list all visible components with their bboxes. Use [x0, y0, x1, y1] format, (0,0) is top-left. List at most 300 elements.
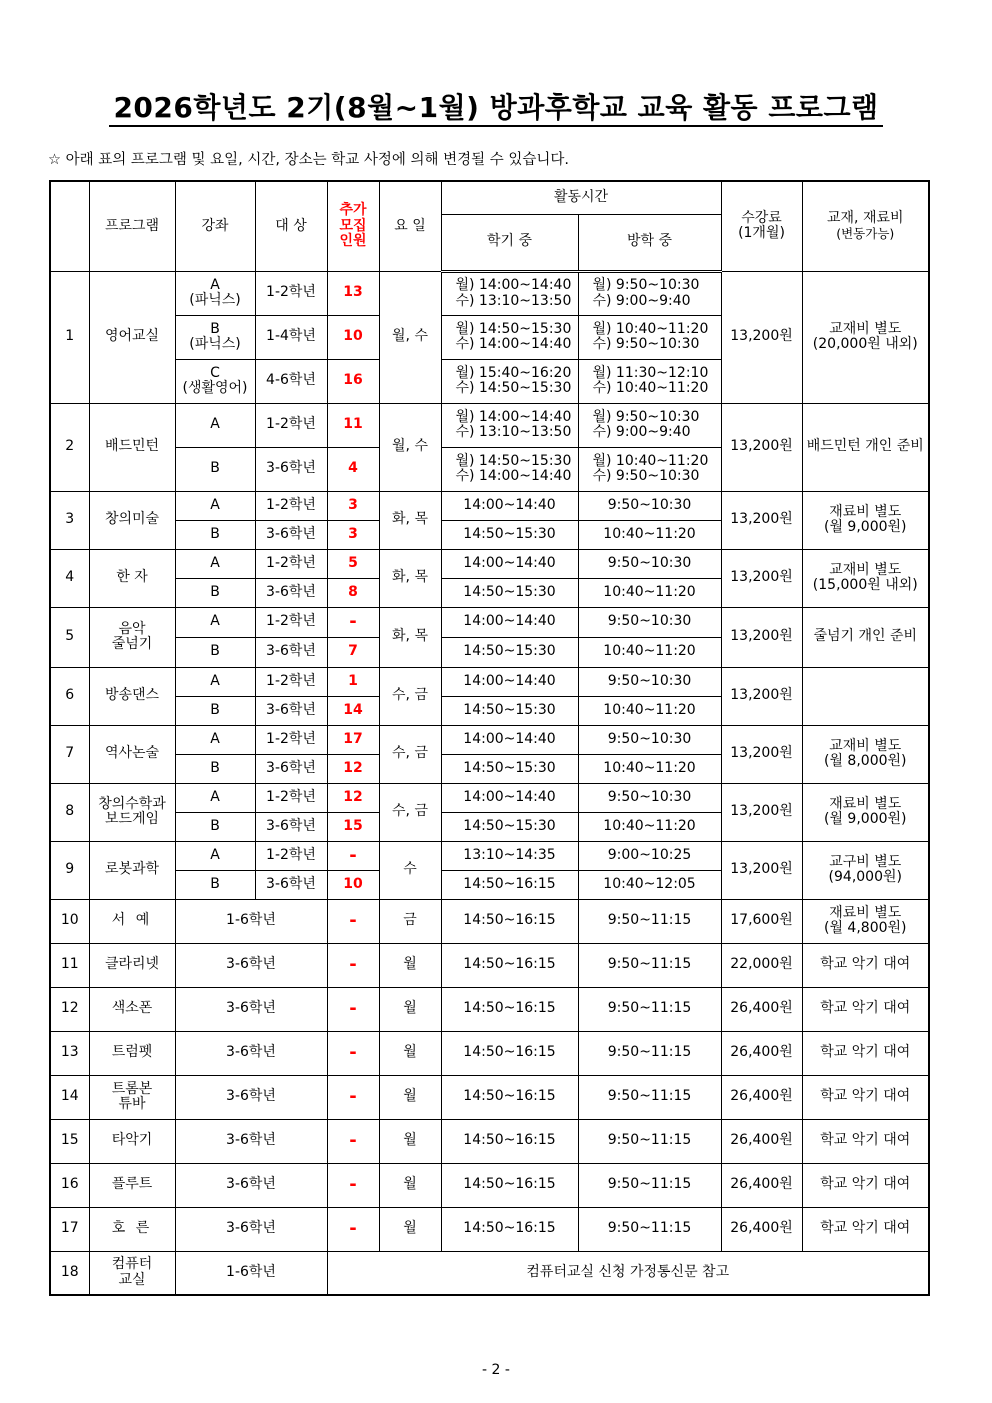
class-day: 수 — [379, 841, 441, 899]
recruit-count: 16 — [327, 359, 379, 403]
program-name — [89, 943, 175, 987]
material-cost — [802, 943, 929, 987]
tuition-fee: 26,400원 — [721, 1163, 802, 1207]
row-number: 2 — [50, 403, 89, 491]
target-grade: 3-6학년 — [175, 943, 327, 987]
notice-text: ☆ 아래 표의 프로그램 및 요일, 시간, 장소는 학교 사정에 의해 변경될 수 있습니다. — [48, 152, 569, 168]
table-row — [50, 899, 929, 943]
course-cell — [175, 447, 255, 491]
material-line: 재료비 별도 — [829, 795, 902, 812]
program-name-line: 창의수학과 — [98, 795, 166, 812]
target-grade: 3-6학년 — [175, 1031, 327, 1075]
course-line: B — [210, 320, 220, 337]
recruit-count: 14 — [327, 696, 379, 725]
time-line: 14:00~14:40 — [463, 554, 556, 571]
row-number: 12 — [50, 987, 89, 1031]
program-name-line: 플루트 — [111, 1176, 153, 1193]
row-number: 1 — [50, 271, 89, 403]
vacation-time — [578, 578, 721, 607]
time-line: 9:50~10:30 — [607, 730, 692, 747]
target-grade: 3-6학년 — [255, 812, 327, 841]
program-name — [89, 783, 175, 841]
time-line: 수) 14:50~15:30 — [455, 380, 572, 396]
material-line: 학교 악기 대여 — [820, 956, 911, 973]
program-name-line: 줄넘기 — [111, 636, 153, 652]
header-row-1 — [50, 181, 929, 214]
time-line: 14:50~15:30 — [463, 525, 556, 542]
target-grade: 1-2학년 — [255, 403, 327, 447]
semester-time — [441, 607, 578, 637]
tuition-fee: 26,400원 — [721, 1031, 802, 1075]
program-table-body — [50, 181, 929, 1295]
target-grade: 1-2학년 — [255, 783, 327, 812]
program-name — [89, 549, 175, 607]
recruit-count: 8 — [327, 578, 379, 607]
target-grade: 3-6학년 — [255, 754, 327, 783]
table-row — [50, 841, 929, 870]
header-material — [802, 181, 929, 271]
tuition-fee: 13,200원 — [721, 725, 802, 783]
time-line: 10:40~11:20 — [603, 759, 696, 776]
time-line: 14:00~14:40 — [463, 496, 556, 513]
header-material-line: (변동가능) — [836, 226, 895, 242]
semester-time — [441, 841, 578, 870]
class-day: 월, 수 — [379, 403, 441, 491]
program-name — [89, 491, 175, 549]
recruit-count: 4 — [327, 447, 379, 491]
recruit-count: 12 — [327, 783, 379, 812]
tuition-fee: 13,200원 — [721, 271, 802, 403]
header-material-line: 교재, 재료비 — [827, 210, 904, 227]
table-row — [50, 491, 929, 520]
course-cell — [175, 607, 255, 637]
vacation-time — [578, 315, 721, 359]
target-grade: 1-2학년 — [255, 549, 327, 578]
time-line: 월) 15:40~16:20 — [455, 364, 572, 381]
time-line: 10:40~11:20 — [603, 525, 696, 542]
vacation-time — [578, 754, 721, 783]
course-line: B — [210, 701, 220, 718]
time-line: 14:00~14:40 — [463, 613, 556, 630]
semester-time — [441, 447, 578, 491]
time-line: 10:40~11:20 — [603, 701, 696, 718]
time-line: 9:50~10:30 — [607, 672, 692, 689]
recruit-count: - — [327, 1075, 379, 1119]
program-name — [89, 1119, 175, 1163]
header-vacation: 방학 중 — [578, 214, 721, 271]
time-line: 14:50~15:30 — [463, 759, 556, 776]
row-number: 15 — [50, 1119, 89, 1163]
recruit-count: 5 — [327, 549, 379, 578]
time-line: 월) 14:50~15:30 — [455, 320, 572, 337]
tuition-fee: 26,400원 — [721, 1207, 802, 1251]
recruit-count: 7 — [327, 637, 379, 667]
course-line: (파닉스) — [189, 336, 241, 352]
program-name-line: 음악 — [118, 620, 146, 637]
table-row — [50, 1031, 929, 1075]
material-line: 재료비 별도 — [829, 503, 902, 520]
recruit-count: - — [327, 899, 379, 943]
time-line: 14:50~15:30 — [463, 701, 556, 718]
course-line: A — [210, 672, 220, 689]
vacation-time — [578, 271, 721, 315]
recruit-count: 3 — [327, 520, 379, 549]
semester-time — [441, 578, 578, 607]
vacation-time — [578, 359, 721, 403]
target-grade: 1-2학년 — [255, 667, 327, 696]
target-grade: 1-2학년 — [255, 841, 327, 870]
row-number: 14 — [50, 1075, 89, 1119]
program-name-line: 로봇과학 — [104, 861, 160, 878]
course-line: A — [210, 788, 220, 805]
vacation-time: 9:50~11:15 — [578, 1075, 721, 1119]
course-cell — [175, 812, 255, 841]
vacation-time — [578, 841, 721, 870]
time-line: 14:00~14:40 — [463, 788, 556, 805]
target-grade: 1-4학년 — [255, 315, 327, 359]
header-fee-line: 수강료 — [741, 209, 782, 226]
material-cost — [802, 403, 929, 491]
material-line: 교구비 별도 — [829, 853, 902, 870]
course-line: C — [210, 364, 220, 381]
material-cost — [802, 607, 929, 667]
time-line: 14:00~14:40 — [463, 730, 556, 747]
material-line: (월 9,000원) — [824, 811, 907, 827]
header-course: 강좌 — [175, 181, 255, 271]
table-row — [50, 783, 929, 812]
class-day: 수, 금 — [379, 783, 441, 841]
row-number: 9 — [50, 841, 89, 899]
material-cost — [802, 987, 929, 1031]
material-cost — [802, 841, 929, 899]
target-grade: 3-6학년 — [175, 1075, 327, 1119]
recruit-count: - — [327, 1163, 379, 1207]
material-cost — [802, 667, 929, 725]
course-cell — [175, 359, 255, 403]
header-fee-line: (1개월) — [738, 225, 785, 242]
recruit-count: 12 — [327, 754, 379, 783]
program-name — [89, 1207, 175, 1251]
course-line: (파닉스) — [189, 292, 241, 308]
course-line: A — [210, 730, 220, 747]
program-name — [89, 607, 175, 667]
course-line: A — [210, 846, 220, 863]
course-line: B — [210, 583, 220, 600]
material-line: (월 9,000원) — [824, 519, 907, 535]
time-line: 월) 9:50~10:30 — [592, 408, 700, 425]
tuition-fee: 13,200원 — [721, 549, 802, 607]
time-line: 13:10~14:35 — [463, 846, 556, 863]
class-day: 월 — [379, 1163, 441, 1207]
material-cost — [802, 1119, 929, 1163]
program-name — [89, 403, 175, 491]
target-grade: 3-6학년 — [175, 987, 327, 1031]
course-line: B — [210, 875, 220, 892]
table-row — [50, 549, 929, 578]
tuition-fee: 26,400원 — [721, 1075, 802, 1119]
program-name — [89, 1251, 175, 1295]
page-title: 2026학년도 2기(8월~1월) 방과후학교 교육 활동 프로그램 — [0, 86, 992, 126]
header-day: 요 일 — [379, 181, 441, 271]
target-grade: 3-6학년 — [175, 1207, 327, 1251]
material-line: 교재비 별도 — [829, 561, 902, 578]
material-cost — [802, 783, 929, 841]
header-recruit-line: 인원 — [339, 232, 367, 249]
row-number: 3 — [50, 491, 89, 549]
material-line: 학교 악기 대여 — [820, 1044, 911, 1061]
program-name-line: 컴퓨터 — [111, 1256, 153, 1273]
time-line: 9:50~10:30 — [607, 496, 692, 513]
class-day: 금 — [379, 899, 441, 943]
header-no-cell — [50, 181, 89, 271]
time-line: 14:50~15:30 — [463, 583, 556, 600]
recruit-count: 10 — [327, 870, 379, 899]
vacation-time: 9:50~11:15 — [578, 943, 721, 987]
recruit-count: 15 — [327, 812, 379, 841]
table-row — [50, 1119, 929, 1163]
semester-time — [441, 271, 578, 315]
vacation-time: 9:50~11:15 — [578, 1031, 721, 1075]
time-line: 월) 14:00~14:40 — [455, 277, 572, 294]
material-line: 학교 악기 대여 — [820, 1132, 911, 1149]
header-target: 대 상 — [255, 181, 327, 271]
vacation-time — [578, 637, 721, 667]
program-name — [89, 667, 175, 725]
program-name — [89, 841, 175, 899]
header-program: 프로그램 — [89, 181, 175, 271]
semester-time — [441, 783, 578, 812]
material-line: 교재비 별도 — [829, 737, 902, 754]
program-name-line: 튜바 — [118, 1096, 146, 1112]
course-cell — [175, 578, 255, 607]
semester-time — [441, 491, 578, 520]
recruit-count: 11 — [327, 403, 379, 447]
program-name-line: 역사논술 — [104, 745, 160, 762]
program-name-line: 트럼펫 — [111, 1044, 153, 1061]
time-line: 수) 9:00~9:40 — [592, 424, 691, 440]
course-cell — [175, 403, 255, 447]
material-line: 학교 악기 대여 — [820, 1088, 911, 1105]
target-grade: 1-2학년 — [255, 725, 327, 754]
material-cost — [802, 1207, 929, 1251]
semester-time: 14:50~16:15 — [441, 987, 578, 1031]
target-grade: 3-6학년 — [255, 696, 327, 725]
recruit-count: 10 — [327, 315, 379, 359]
semester-time — [441, 359, 578, 403]
semester-time — [441, 812, 578, 841]
tuition-fee: 17,600원 — [721, 899, 802, 943]
vacation-time — [578, 520, 721, 549]
header-fee — [721, 181, 802, 271]
semester-time — [441, 403, 578, 447]
semester-time: 14:50~16:15 — [441, 1163, 578, 1207]
material-line: (94,000원) — [828, 869, 902, 885]
program-name-line: 트롬본 — [111, 1080, 153, 1097]
program-name-line: 색소폰 — [111, 1000, 153, 1017]
recruit-count: - — [327, 1207, 379, 1251]
course-line: A — [210, 416, 220, 433]
target-grade: 4-6학년 — [255, 359, 327, 403]
material-cost — [802, 725, 929, 783]
class-day: 월 — [379, 1119, 441, 1163]
course-cell — [175, 783, 255, 812]
recruit-count: - — [327, 1031, 379, 1075]
semester-time: 14:50~16:15 — [441, 1119, 578, 1163]
table-row — [50, 943, 929, 987]
row-number: 4 — [50, 549, 89, 607]
recruit-count: - — [327, 943, 379, 987]
recruit-count: 3 — [327, 491, 379, 520]
program-name-line: 배드민턴 — [104, 438, 160, 455]
vacation-time — [578, 447, 721, 491]
material-cost — [802, 1031, 929, 1075]
header-semester: 학기 중 — [441, 214, 578, 271]
table-row — [50, 667, 929, 696]
time-line: 월) 14:00~14:40 — [455, 408, 572, 425]
time-line: 수) 9:50~10:30 — [592, 468, 700, 484]
time-line: 수) 9:00~9:40 — [592, 292, 691, 309]
vacation-time — [578, 725, 721, 754]
tuition-fee: 13,200원 — [721, 403, 802, 491]
material-cost — [802, 491, 929, 549]
vacation-time — [578, 403, 721, 447]
class-day: 수, 금 — [379, 667, 441, 725]
target-grade: 3-6학년 — [175, 1119, 327, 1163]
class-day: 월 — [379, 943, 441, 987]
course-line: (생활영어) — [182, 380, 248, 396]
recruit-count: 1 — [327, 667, 379, 696]
header-activity-time: 활동시간 — [441, 181, 721, 214]
course-cell — [175, 315, 255, 359]
target-grade: 3-6학년 — [255, 447, 327, 491]
time-line: 9:50~10:30 — [607, 554, 692, 571]
material-line: 학교 악기 대여 — [820, 1000, 911, 1017]
class-day: 월 — [379, 987, 441, 1031]
program-name — [89, 1031, 175, 1075]
program-name-line: 호 른 — [111, 1220, 153, 1237]
row-number: 11 — [50, 943, 89, 987]
row-number: 8 — [50, 783, 89, 841]
vacation-time — [578, 783, 721, 812]
course-cell — [175, 725, 255, 754]
vacation-time — [578, 696, 721, 725]
page-number: - 2 - — [482, 1362, 510, 1378]
material-line: (월 4,800원) — [824, 920, 907, 936]
course-line: B — [210, 817, 220, 834]
semester-time: 14:50~16:15 — [441, 943, 578, 987]
vacation-time: 9:50~11:15 — [578, 987, 721, 1031]
table-row — [50, 725, 929, 754]
vacation-time — [578, 549, 721, 578]
semester-time — [441, 315, 578, 359]
course-line: B — [210, 525, 220, 542]
class-day: 월, 수 — [379, 271, 441, 403]
time-line: 14:00~14:40 — [463, 672, 556, 689]
time-line: 14:50~16:15 — [463, 875, 556, 892]
table-row — [50, 271, 929, 315]
program-name-line: 클라리넷 — [104, 956, 160, 973]
tuition-fee: 26,400원 — [721, 1119, 802, 1163]
course-cell — [175, 754, 255, 783]
target-grade: 3-6학년 — [255, 637, 327, 667]
semester-time: 14:50~16:15 — [441, 1075, 578, 1119]
vacation-time: 9:50~11:15 — [578, 899, 721, 943]
program-name — [89, 1075, 175, 1119]
tuition-fee: 13,200원 — [721, 783, 802, 841]
course-line: A — [210, 613, 220, 630]
table-row — [50, 1163, 929, 1207]
vacation-time — [578, 607, 721, 637]
tuition-fee: 22,000원 — [721, 943, 802, 987]
course-cell — [175, 696, 255, 725]
recruit-count: - — [327, 607, 379, 637]
material-line: 줄넘기 개인 준비 — [813, 628, 918, 645]
target-grade: 1-6학년 — [175, 899, 327, 943]
program-name — [89, 271, 175, 403]
vacation-time — [578, 491, 721, 520]
target-grade: 1-2학년 — [255, 271, 327, 315]
material-line: (월 8,000원) — [824, 753, 907, 769]
course-cell — [175, 491, 255, 520]
row-number: 13 — [50, 1031, 89, 1075]
program-name-line: 한 자 — [116, 569, 148, 586]
target-grade: 3-6학년 — [175, 1163, 327, 1207]
course-cell — [175, 667, 255, 696]
time-line: 수) 13:10~13:50 — [455, 292, 572, 309]
target-grade: 1-2학년 — [255, 607, 327, 637]
target-grade: 1-6학년 — [175, 1251, 327, 1295]
program-name — [89, 725, 175, 783]
semester-time — [441, 754, 578, 783]
material-cost — [802, 549, 929, 607]
vacation-time — [578, 870, 721, 899]
course-line: A — [210, 496, 220, 513]
class-day: 수, 금 — [379, 725, 441, 783]
row-number: 16 — [50, 1163, 89, 1207]
class-day: 월 — [379, 1207, 441, 1251]
semester-time: 14:50~16:15 — [441, 899, 578, 943]
program-name-line: 방송댄스 — [104, 687, 160, 704]
tuition-fee: 13,200원 — [721, 667, 802, 725]
recruit-count: 13 — [327, 271, 379, 315]
tuition-fee: 26,400원 — [721, 987, 802, 1031]
semester-time — [441, 637, 578, 667]
time-line: 월) 10:40~11:20 — [592, 320, 709, 337]
course-cell — [175, 520, 255, 549]
tuition-fee: 13,200원 — [721, 491, 802, 549]
semester-time — [441, 667, 578, 696]
semester-time — [441, 520, 578, 549]
time-line: 14:50~15:30 — [463, 817, 556, 834]
row-number: 6 — [50, 667, 89, 725]
target-grade: 3-6학년 — [255, 870, 327, 899]
time-line: 월) 9:50~10:30 — [592, 277, 700, 294]
class-day: 화, 목 — [379, 607, 441, 667]
table-row — [50, 403, 929, 447]
tuition-fee: 13,200원 — [721, 607, 802, 667]
time-line: 10:40~11:20 — [603, 817, 696, 834]
course-line: A — [210, 276, 220, 293]
program-name-line: 영어교실 — [104, 328, 160, 345]
computer-class-note: 컴퓨터교실 신청 가정통신문 참고 — [327, 1251, 929, 1295]
header-recruit-line: 추가 — [339, 202, 367, 219]
vacation-time: 9:50~11:15 — [578, 1119, 721, 1163]
table-row — [50, 1075, 929, 1119]
course-cell — [175, 271, 255, 315]
target-grade: 3-6학년 — [255, 578, 327, 607]
program-name — [89, 987, 175, 1031]
time-line: 10:40~12:05 — [603, 875, 696, 892]
